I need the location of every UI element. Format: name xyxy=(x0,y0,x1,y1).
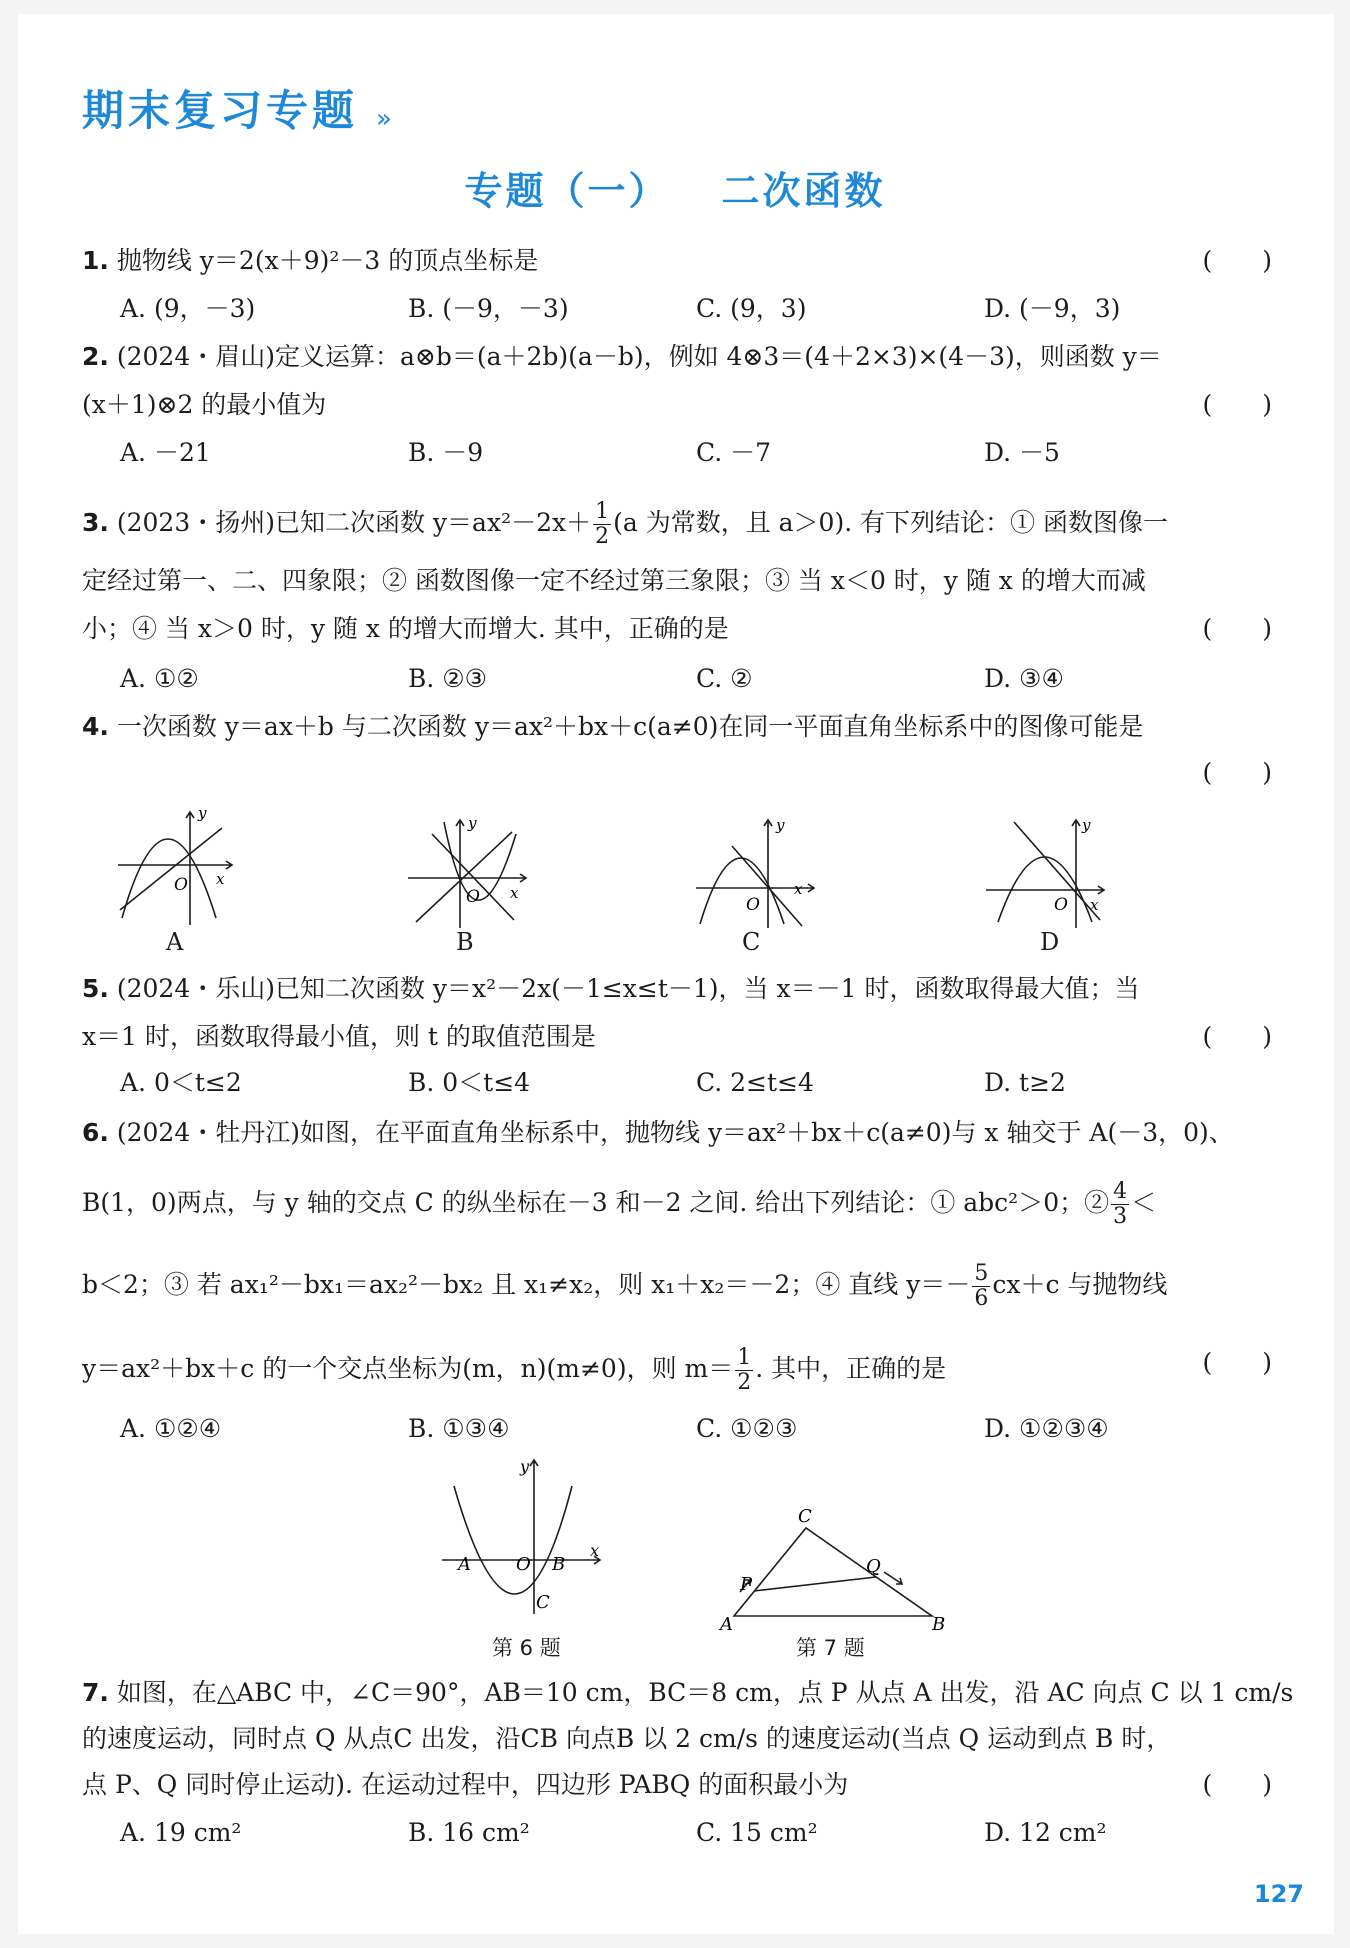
question-text: 的速度运动，同时点 Q 从点C 出发，沿CB 向点B 以 2 cm/s 的速度运动(当点 Q 运动到点 B 时， xyxy=(82,1724,1172,1753)
answer-parentheses[interactable]: ( ) xyxy=(1202,1348,1272,1377)
double-chevron-icon: » xyxy=(376,104,392,134)
question-7-stem xyxy=(82,1676,1294,1710)
point-c-label: C xyxy=(798,1506,812,1527)
question-number: 3. xyxy=(82,508,109,537)
origin-label: O xyxy=(174,875,188,895)
question-text: (a 为常数，且 a＞0). 有下列结论：① 函数图像一 xyxy=(613,508,1169,537)
fraction xyxy=(1111,1180,1129,1229)
graph-label-b: B xyxy=(456,928,474,956)
question-number: 2. xyxy=(82,342,109,371)
answer-parentheses[interactable]: ( ) xyxy=(1202,614,1272,643)
origin-label: O xyxy=(1054,895,1068,915)
option-a[interactable]: A. (9，－3) xyxy=(120,294,256,323)
answer-parentheses[interactable]: ( ) xyxy=(1202,1770,1272,1799)
question-7-stem-line3 xyxy=(82,1768,1272,1802)
option-d[interactable]: D. ①②③④ xyxy=(984,1414,1109,1443)
option-b[interactable]: B. ①③④ xyxy=(408,1414,510,1443)
question-1-stem xyxy=(82,244,1272,278)
question-3-stem-line3 xyxy=(82,612,1272,646)
question-text: 抛物线 y＝2(x＋9)²－3 的顶点坐标是 xyxy=(116,246,539,275)
numerator: 1 xyxy=(737,1345,752,1370)
option-d[interactable]: D. (－9，3) xyxy=(984,294,1121,323)
numerator: 1 xyxy=(595,499,610,524)
topic-title xyxy=(0,160,1350,215)
page-number: 127 xyxy=(1253,1880,1304,1908)
option-c[interactable]: C. ①②③ xyxy=(696,1414,798,1443)
option-d[interactable]: D. －5 xyxy=(984,438,1060,467)
question-text: 如图，在△ABC 中，∠C＝90°，AB＝10 cm，BC＝8 cm，点 P 从点 A 出发，沿 AC 向点 C 以 1 cm/s xyxy=(116,1678,1294,1707)
y-axis-label: y xyxy=(198,804,207,822)
question-6-stem-line2 xyxy=(82,1180,1272,1229)
option-a[interactable]: A. ①② xyxy=(120,664,199,693)
fraction xyxy=(593,500,611,549)
option-c[interactable]: C. ② xyxy=(696,664,753,693)
option-c[interactable]: C. (9，3) xyxy=(696,294,807,323)
question-6-stem-line3 xyxy=(82,1262,1272,1311)
question-text: (x＋1)⊗2 的最小值为 xyxy=(82,390,327,419)
denominator: 3 xyxy=(1113,1204,1128,1229)
question-text: cx＋c 与抛物线 xyxy=(992,1270,1168,1299)
question-text: B(1，0)两点，与 y 轴的交点 C 的纵坐标在－3 和－2 之间. 给出下列结论：① abc²＞0；② xyxy=(82,1188,1110,1217)
question-5-stem xyxy=(82,972,1272,1006)
answer-parentheses[interactable]: ( ) xyxy=(1202,758,1272,787)
graph-option-a[interactable] xyxy=(112,800,242,930)
question-text: 小；④ 当 x＞0 时，y 随 x 的增大而增大. 其中，正确的是 xyxy=(82,614,729,643)
question-text: x＝1 时，函数取得最小值，则 t 的取值范围是 xyxy=(82,1022,596,1051)
option-b[interactable]: B. －9 xyxy=(408,438,484,467)
option-d[interactable]: D. ③④ xyxy=(984,664,1064,693)
figure-question-7 xyxy=(706,1492,952,1632)
x-axis-label: x xyxy=(794,880,803,898)
graph-label-a: A xyxy=(166,928,184,956)
option-c[interactable]: C. 15 cm² xyxy=(696,1818,818,1847)
question-6-stem-line4 xyxy=(82,1346,1272,1395)
x-axis-label: x xyxy=(216,870,225,888)
question-text: (2023・扬州)已知二次函数 y＝ax²－2x＋ xyxy=(116,508,592,537)
fraction xyxy=(735,1346,753,1395)
question-number: 7. xyxy=(82,1678,109,1707)
y-axis-label: y xyxy=(1082,816,1091,834)
point-a-label: A xyxy=(458,1554,471,1575)
graph-option-b[interactable] xyxy=(404,812,534,932)
origin-label: O xyxy=(466,887,480,907)
x-axis-label: x xyxy=(590,1541,600,1560)
topic-title-right: 二次函数 xyxy=(721,169,886,213)
question-text: (2024・牡丹江)如图，在平面直角坐标系中，抛物线 y＝ax²＋bx＋c(a≠0)与 x 轴交于 A(－3，0)、 xyxy=(116,1118,1234,1147)
question-3-stem xyxy=(82,500,1272,549)
point-c-label: C xyxy=(536,1592,550,1613)
option-b[interactable]: B. ②③ xyxy=(408,664,488,693)
answer-parentheses[interactable]: ( ) xyxy=(1202,246,1272,275)
y-axis-label: y xyxy=(776,816,785,834)
graph-label-d: D xyxy=(1040,928,1060,956)
question-number: 6. xyxy=(82,1118,109,1147)
option-a[interactable]: A. ①②④ xyxy=(120,1414,222,1443)
option-a[interactable]: A. －21 xyxy=(120,438,211,467)
answer-parentheses[interactable]: ( ) xyxy=(1202,1022,1272,1051)
point-b-label: B xyxy=(552,1554,566,1575)
question-text: . 其中，正确的是 xyxy=(755,1354,947,1383)
option-b[interactable]: B. 16 cm² xyxy=(408,1818,530,1847)
option-b[interactable]: B. (－9，－3) xyxy=(408,294,569,323)
question-2-stem xyxy=(82,340,1272,374)
point-q-label: Q xyxy=(866,1556,881,1577)
graph-label-c: C xyxy=(742,928,761,956)
fraction xyxy=(972,1262,990,1311)
x-axis-label: x xyxy=(1090,896,1099,914)
question-number: 5. xyxy=(82,974,109,1003)
denominator: 2 xyxy=(595,524,610,549)
question-text: (2024・乐山)已知二次函数 y＝x²－2x(－1≤x≤t－1)，当 x＝－1 时，函数取得最大值；当 xyxy=(116,974,1140,1003)
question-text: y＝ax²＋bx＋c 的一个交点坐标为(m，n)(m≠0)，则 m＝ xyxy=(82,1354,734,1383)
question-7-stem-line2 xyxy=(82,1722,1272,1756)
x-axis-label: x xyxy=(510,884,519,902)
question-text: b＜2；③ 若 ax₁²－bx₁＝ax₂²－bx₂ 且 x₁≠x₂，则 x₁＋x₂＝－2；④ 直线 y＝－ xyxy=(82,1270,971,1299)
option-d[interactable]: D. t≥2 xyxy=(984,1068,1066,1097)
question-6-stem xyxy=(82,1116,1272,1150)
question-text: 定经过第一、二、四象限；② 函数图像一定不经过第三象限；③ 当 x＜0 时，y 随 x 的增大而减 xyxy=(82,566,1146,595)
graph-option-d[interactable] xyxy=(982,812,1112,932)
section-header-title: 期末复习专题 xyxy=(82,86,359,135)
y-axis-label: y xyxy=(468,814,477,832)
option-a[interactable]: A. 19 cm² xyxy=(120,1818,242,1847)
option-a[interactable]: A. 0＜t≤2 xyxy=(120,1068,242,1097)
question-5-stem-line2 xyxy=(82,1020,1272,1054)
point-b-label: B xyxy=(932,1614,946,1632)
origin-label: O xyxy=(516,1554,531,1575)
option-c[interactable]: C. 2≤t≤4 xyxy=(696,1068,814,1097)
figure-6-caption: 第 6 题 xyxy=(492,1636,561,1660)
numerator: 5 xyxy=(974,1261,989,1286)
option-d[interactable]: D. 12 cm² xyxy=(984,1818,1107,1847)
question-4-stem xyxy=(82,710,1272,744)
numerator: 4 xyxy=(1113,1179,1128,1204)
question-text: 一次函数 y＝ax＋b 与二次函数 y＝ax²＋bx＋c(a≠0)在同一平面直角坐标系中的图像可能是 xyxy=(116,712,1144,741)
question-2-stem-line2 xyxy=(82,388,1272,422)
origin-label: O xyxy=(746,895,760,915)
figure-7-caption: 第 7 题 xyxy=(796,1636,865,1660)
question-text: 点 P、Q 同时停止运动). 在运动过程中，四边形 PABQ 的面积最小为 xyxy=(82,1770,849,1799)
denominator: 6 xyxy=(974,1286,989,1311)
topic-title-left: 专题（一） xyxy=(464,169,670,213)
point-p-label: P xyxy=(740,1574,753,1595)
denominator: 2 xyxy=(737,1370,752,1395)
option-b[interactable]: B. 0＜t≤4 xyxy=(408,1068,531,1097)
question-number: 1. xyxy=(82,246,109,275)
graph-option-c[interactable] xyxy=(692,812,822,932)
figure-question-6 xyxy=(440,1456,610,1616)
answer-parentheses[interactable]: ( ) xyxy=(1202,390,1272,419)
question-text: (2024・眉山)定义运算：a⊗b＝(a＋2b)(a－b)，例如 4⊗3＝(4＋2×3)×(4－3)，则函数 y＝ xyxy=(116,342,1162,371)
y-axis-label: y xyxy=(520,1457,530,1476)
question-3-stem-line2 xyxy=(82,564,1272,598)
point-a-label: A xyxy=(720,1614,733,1632)
question-number: 4. xyxy=(82,712,109,741)
option-c[interactable]: C. －7 xyxy=(696,438,772,467)
question-text: ＜ xyxy=(1131,1188,1157,1217)
